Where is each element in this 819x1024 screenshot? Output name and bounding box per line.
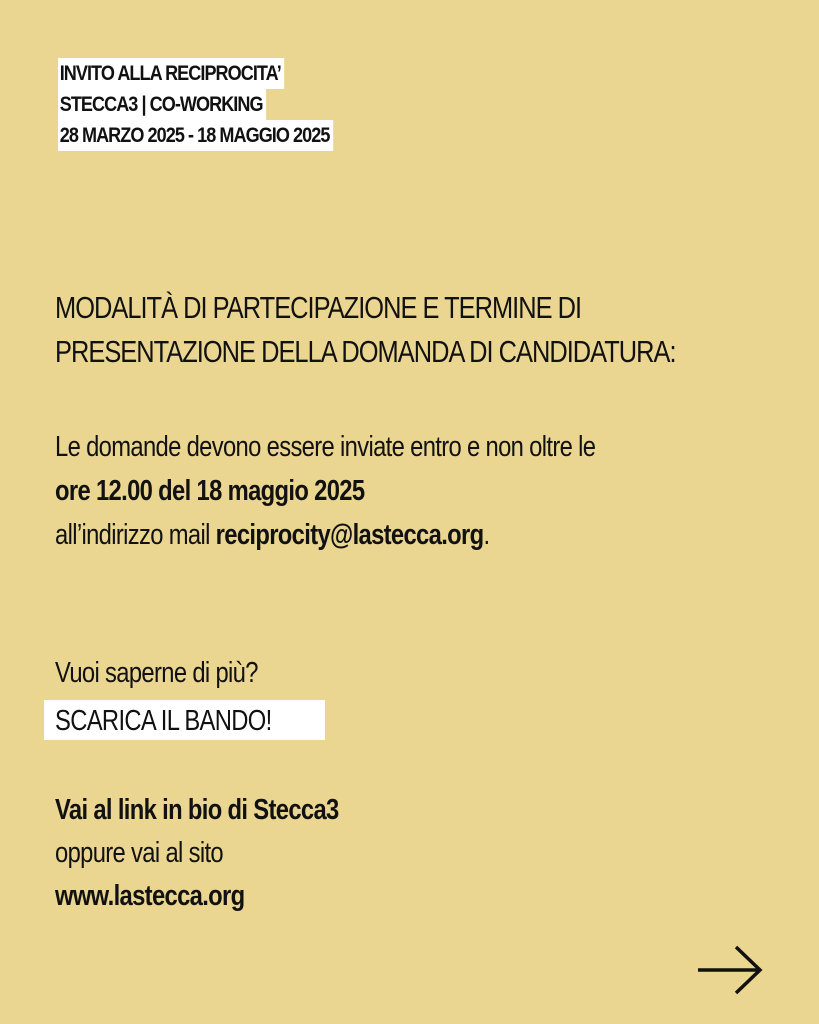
submission-mail-line (55, 513, 595, 557)
heading-line-2: PRESENTAZIONE DELLA DOMANDA DI CANDIDATURA: (55, 334, 676, 369)
event-title: INVITO ALLA RECIPROCITA’ (58, 58, 284, 89)
or-visit-text: oppure vai al sito (55, 837, 223, 869)
arrow-right-icon (696, 944, 764, 996)
submission-info (55, 425, 595, 557)
more-info (55, 651, 302, 695)
mail-suffix: . (483, 519, 490, 551)
heading-line-1: MODALITÀ DI PARTECIPAZIONE E TERMINE DI (55, 290, 582, 325)
mail-prefix: all’indirizzo mail (55, 519, 216, 551)
more-info-question: Vuoi saperne di più? (55, 657, 258, 689)
download-bando-button[interactable] (44, 700, 325, 740)
section-heading (55, 286, 676, 374)
submission-intro: Le domande devono essere inviate entro e non oltre le (55, 431, 596, 463)
website-link[interactable]: www.lastecca.org (55, 880, 245, 912)
website-info (55, 789, 339, 918)
next-slide-button[interactable] (696, 944, 764, 996)
event-dates: 28 MARZO 2025 - 18 MAGGIO 2025 (58, 120, 333, 151)
event-venue: STECCA3 | CO-WORKING (58, 89, 266, 120)
submission-deadline: ore 12.00 del 18 maggio 2025 (55, 475, 365, 507)
download-bando-label: SCARICA IL BANDO! (55, 705, 272, 737)
event-header (58, 58, 378, 151)
link-in-bio-text: Vai al link in bio di Stecca3 (55, 794, 339, 826)
contact-email-link[interactable]: reciprocity@lastecca.org (215, 519, 484, 551)
